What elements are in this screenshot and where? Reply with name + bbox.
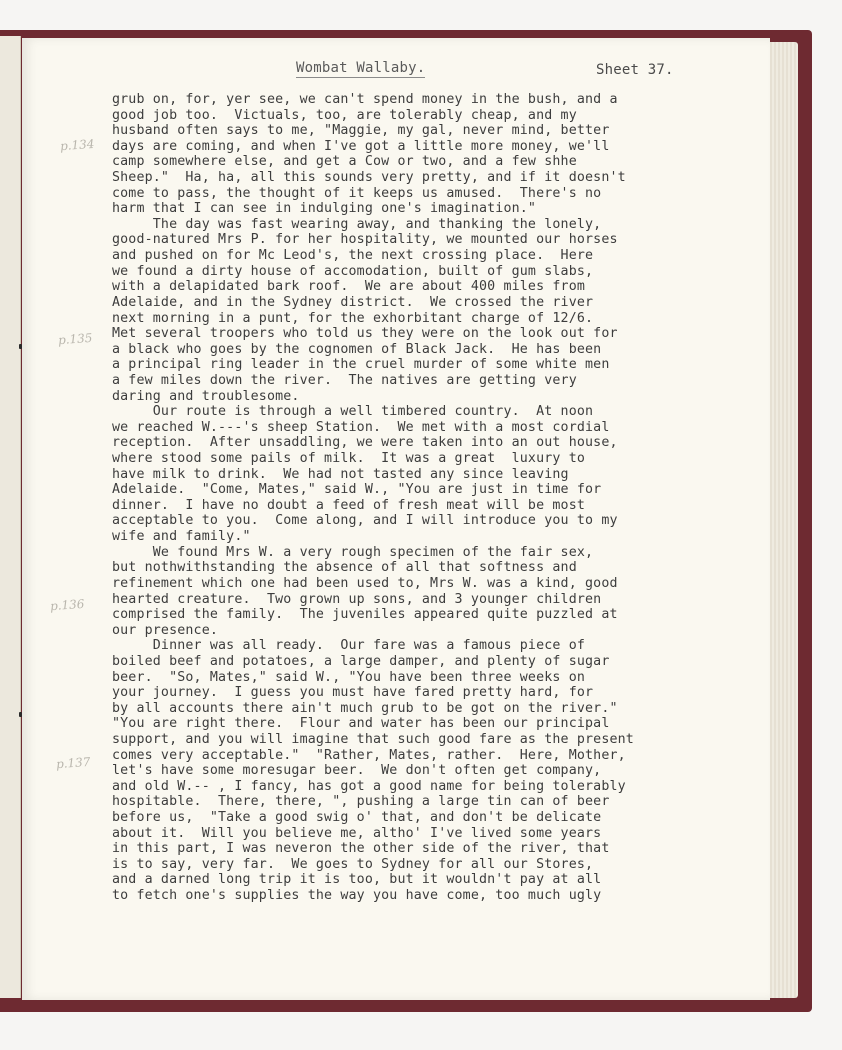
text-line: support, and you will imagine that such good fare as the present: [112, 731, 634, 747]
text-line: acceptable to you. Come along, and I will introduce you to my: [112, 513, 618, 529]
text-line: Adelaide. "Come, Mates," said W., "You are just in time for: [112, 482, 602, 498]
text-line: is to say, very far. We goes to Sydney for all our Stores,: [112, 856, 594, 872]
text-line: reception. After unsaddling, we were taken into an out house,: [112, 435, 618, 451]
text-line: hearted creature. Two grown up sons, and 3 younger children: [112, 591, 602, 607]
text-line: we reached W.---'s sheep Station. We met with a most cordial: [112, 419, 610, 435]
text-line: good job too. Victuals, too, are tolerably cheap, and my: [112, 107, 577, 123]
text-line: Our route is through a well timbered country. At noon: [112, 404, 594, 420]
text-line: dinner. I have no doubt a feed of fresh meat will be most: [112, 497, 586, 513]
text-line: hospitable. There, there, ", pushing a large tin can of beer: [112, 794, 610, 810]
text-line: The day was fast wearing away, and thanking the lonely,: [112, 216, 602, 232]
text-line: we found a dirty house of accomodation, built of gum slabs,: [112, 263, 594, 279]
text-line: our presence.: [112, 622, 219, 638]
text-line: "You are right there. Flour and water has been our principal: [112, 716, 610, 732]
text-line: and pushed on for Mc Leod's, the next crossing place. Here: [112, 248, 594, 264]
text-line: Dinner was all ready. Our fare was a famous piece of: [112, 638, 586, 654]
text-line: Adelaide, and in the Sydney district. We crossed the river: [112, 294, 594, 310]
text-line: have milk to drink. We had not tasted any since leaving: [112, 466, 569, 482]
text-line: about it. Will you believe me, altho' I've lived some years: [112, 825, 602, 841]
text-line: a few miles down the river. The natives are getting very: [112, 372, 577, 388]
text-line: a principal ring leader in the cruel murder of some white men: [112, 357, 610, 373]
text-line: grub on, for, yer see, we can't spend money in the bush, and a: [112, 92, 618, 107]
margin-mark: [19, 344, 22, 349]
text-line: but nothwithstanding the absence of all that softness and: [112, 560, 577, 576]
page-title: Wombat Wallaby.: [296, 60, 426, 76]
text-line: comes very acceptable." "Rather, Mates, rather. Here, Mother,: [112, 747, 626, 763]
margin-note: p.136: [49, 596, 85, 614]
text-line: with a delapidated bark roof. We are about 400 miles from: [112, 279, 586, 295]
text-line: husband often says to me, "Maggie, my gal, never mind, better: [112, 123, 610, 139]
text-line: wife and family.": [112, 529, 251, 545]
text-line: to fetch one's supplies the way you have come, too much ugly: [112, 888, 602, 904]
text-line: where stood some pails of milk. It was a great luxury to: [112, 451, 586, 467]
text-line: next morning in a punt, for the exhorbitant charge of 12/6.: [112, 310, 594, 326]
text-line: a black who goes by the cognomen of Black Jack. He has been: [112, 341, 602, 357]
text-line: boiled beef and potatoes, a large damper, and plenty of sugar: [112, 653, 610, 669]
text-line: come to pass, the thought of it keeps us amused. There's no: [112, 185, 602, 201]
body-text: [112, 92, 732, 904]
text-line: beer. "So, Mates," said W., "You have been three weeks on: [112, 669, 586, 685]
margin-note: p.135: [57, 330, 93, 348]
text-line: days are coming, and when I've got a little more money, we'll: [112, 138, 610, 154]
text-line: your journey. I guess you must have fared pretty hard, for: [112, 685, 594, 701]
text-line: daring and troublesome.: [112, 388, 300, 404]
text-line: Sheep." Ha, ha, all this sounds very pretty, and if it doesn't: [112, 170, 626, 186]
text-line: We found Mrs W. a very rough specimen of the fair sex,: [112, 544, 594, 560]
margin-note: p.137: [55, 754, 91, 772]
facing-page-edge: [0, 36, 21, 998]
text-line: good-natured Mrs P. for her hospitality, we mounted our horses: [112, 232, 618, 248]
text-line: Met several troopers who told us they were on the look out for: [112, 326, 618, 342]
margin-mark: [19, 712, 22, 717]
text-line: before us, "Take a good swig o' that, and don't be delicate: [112, 810, 602, 826]
sheet-number: Sheet 37.: [596, 62, 674, 78]
text-line: by all accounts there ain't much grub to be got on the river.": [112, 700, 618, 716]
text-line: refinement which one had been used to, Mrs W. was a kind, good: [112, 575, 618, 591]
text-line: and a darned long trip it is too, but it wouldn't pay at all: [112, 872, 602, 888]
text-line: camp somewhere else, and get a Cow or two, and a few shhe: [112, 154, 577, 170]
margin-note: p.134: [59, 136, 95, 154]
text-line: and old W.-- , I fancy, has got a good name for being tolerably: [112, 778, 626, 794]
page-block-edges: [768, 42, 798, 998]
text-line: let's have some moresugar beer. We don't often get company,: [112, 763, 602, 779]
text-line: harm that I can see in indulging one's imagination.": [112, 201, 537, 217]
text-line: in this part, I was neveron the other side of the river, that: [112, 841, 610, 857]
text-line: comprised the family. The juveniles appeared quite puzzled at: [112, 607, 618, 623]
